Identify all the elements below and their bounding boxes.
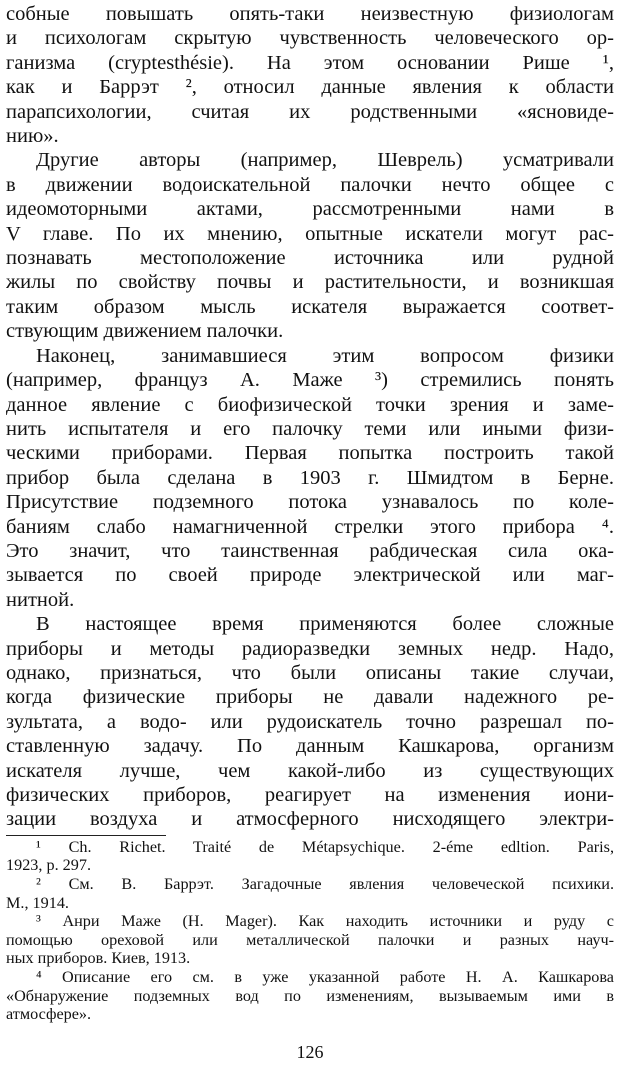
text-line: искателя лучше, чем какой-либо из существующих bbox=[6, 759, 614, 782]
text-line: баниям слабо намагниченной стрелки этого прибора ⁴. bbox=[6, 515, 614, 538]
text-line: собные повышать опять-таки неизвестную физиологам bbox=[6, 3, 614, 25]
text-line: зации воздуха и атмосферного нисходящего электри- bbox=[6, 808, 614, 831]
footnote-line: ¹ Ch. Richet. Traité de Métapsychique. 2-éme edltion. Paris, bbox=[36, 837, 614, 856]
text-line: нить испытателя и его палочку теми или иными физи- bbox=[6, 417, 614, 440]
text-line: когда физические приборы не давали надежного ре- bbox=[6, 686, 614, 709]
footnote-line: ных приборов. Киев, 1913. bbox=[6, 949, 191, 968]
text-line: в движении водоискательной палочки нечто общее с bbox=[6, 173, 614, 196]
footnote-line: помощью ореховой или металлической палочки и разных науч- bbox=[6, 930, 614, 949]
text-line: и психологам скрытую чувственность человеческого ор- bbox=[6, 27, 614, 50]
text-line: прибор была сделана в 1903 г. Шмидтом в Берне. bbox=[6, 466, 614, 489]
paragraph-4 bbox=[6, 612, 614, 832]
text-line: Это значит, что таинственная рабдическая сила ока- bbox=[6, 539, 614, 562]
text-line: ствующим движением палочки. bbox=[6, 320, 284, 343]
paragraph-3 bbox=[6, 344, 614, 612]
footnote-line: ⁴ Описание его см. в уже указанной работе Н. А. Кашкарова bbox=[36, 967, 614, 986]
text-line: нитной. bbox=[6, 588, 75, 611]
text-line: ганизма (cryptesthésie). На этом основании Рише ¹, bbox=[6, 51, 614, 74]
footnote-line: ² См. В. Баррэт. Загадочные явления человеческой психики. bbox=[36, 875, 614, 893]
text-line: В настоящее время применяются более сложные bbox=[36, 613, 614, 636]
text-line: таким образом мысль искателя выражается соответ- bbox=[6, 295, 614, 318]
text-line: парапсихологии, считая их родственными «ясновиде- bbox=[6, 100, 614, 123]
text-line: ческими приборами. Первая попытка построить такой bbox=[6, 442, 614, 465]
paragraph-2 bbox=[6, 148, 614, 343]
text-line: познавать местоположение источника или рудной bbox=[6, 247, 614, 270]
text-line: зывается по своей природе электрической или маг- bbox=[6, 564, 614, 587]
footnote-2 bbox=[6, 875, 614, 912]
footnote-3 bbox=[6, 912, 614, 968]
text-line: Присутствие подземного потока узнавалось по коле- bbox=[6, 491, 614, 514]
text-line: нию». bbox=[6, 125, 59, 148]
text-line: (например, француз А. Маже ³) стремились понять bbox=[6, 369, 614, 392]
footnotes bbox=[6, 838, 614, 1024]
text-line: зультата, а водо- или рудоискатель точно разрешал по- bbox=[6, 710, 614, 733]
page-number: 126 bbox=[296, 1042, 324, 1062]
paragraph-1 bbox=[6, 2, 614, 148]
text-line: ставленную задачу. По данным Кашкарова, организм bbox=[6, 735, 614, 758]
footnote-line: М., 1914. bbox=[6, 893, 69, 912]
text-line: данное явление с биофизической точки зрения и заме- bbox=[6, 393, 614, 416]
main-text bbox=[6, 2, 614, 832]
text-line: приборы и методы радиоразведки земных недр. Надо, bbox=[6, 637, 614, 660]
footnote-divider bbox=[6, 835, 166, 836]
text-line: Другие авторы (например, Шеврель) усматривали bbox=[36, 149, 614, 172]
footnote-line: ³ Анри Маже (H. Mager). Как находить источники и руду с bbox=[36, 912, 614, 931]
footnote-4 bbox=[6, 968, 614, 1024]
text-line: как и Баррэт ², относил данные явления к области bbox=[6, 76, 614, 99]
text-line: V главе. По их мнению, опытные искатели могут рас- bbox=[6, 222, 614, 245]
text-line: физических приборов, реагирует на изменения иони- bbox=[6, 784, 614, 806]
footnote-line: «Обнаружение подземных вод по изменениям, вызываемым ими в bbox=[6, 986, 614, 1005]
text-line: Наконец, занимавшиеся этим вопросом физики bbox=[36, 344, 614, 367]
footnote-line: атмосфере». bbox=[6, 1005, 92, 1024]
text-line: однако, признаться, что были описаны такие случаи, bbox=[6, 661, 614, 684]
text-line: идеомоторными актами, рассмотренными нами в bbox=[6, 198, 614, 221]
text-line: жилы по свойству почвы и растительности, и возникшая bbox=[6, 271, 614, 294]
footnote-line: 1923, p. 297. bbox=[6, 856, 91, 875]
footnote-1 bbox=[6, 838, 614, 875]
